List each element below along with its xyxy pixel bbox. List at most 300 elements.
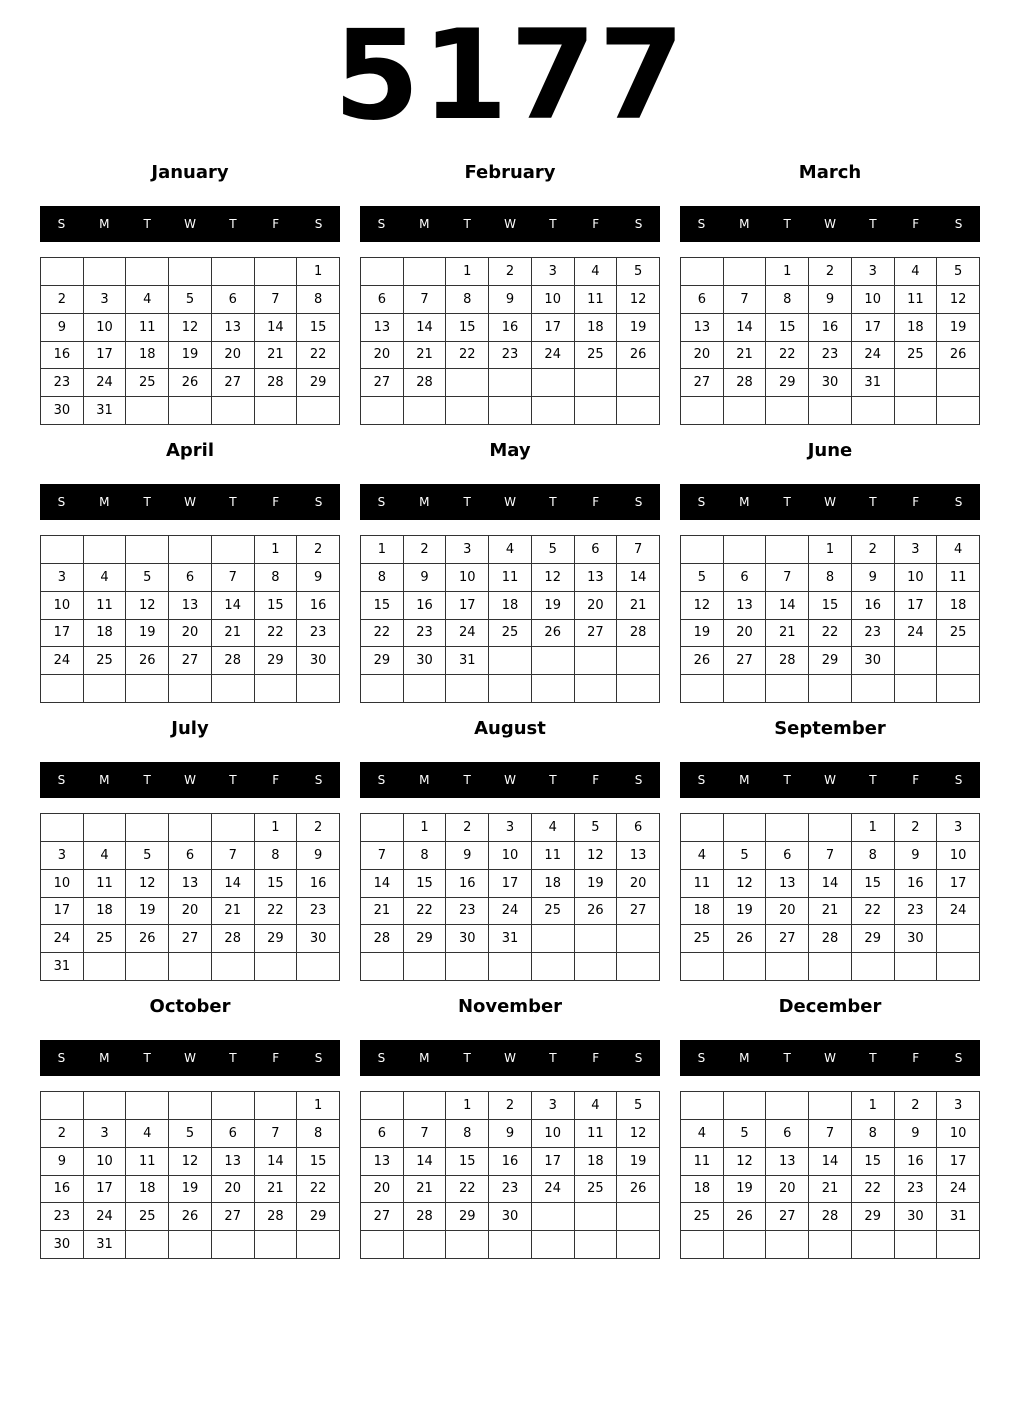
day-cell: 30 [297,925,340,953]
weekday-label: T [549,217,557,231]
day-cell: 16 [895,1148,938,1176]
day-cell: 22 [766,342,809,370]
weekday-label: T [869,495,877,509]
day-cell [404,1231,447,1259]
day-cell [575,675,618,703]
day-cell: 17 [84,1176,127,1204]
day-cell: 13 [212,1148,255,1176]
day-cell: 19 [724,898,767,926]
day-cell: 17 [41,898,84,926]
day-cell [766,1092,809,1120]
day-cell: 30 [404,647,447,675]
weekday-label: W [824,217,836,231]
day-cell: 15 [404,870,447,898]
day-cell: 28 [255,369,298,397]
day-cell: 8 [766,286,809,314]
weekday-label: F [592,1051,600,1065]
day-cell: 6 [361,286,404,314]
weekday-label: M [419,1051,430,1065]
weekday-label: S [314,1051,323,1065]
day-cell: 8 [446,1120,489,1148]
weekday-label: S [314,217,323,231]
day-cell: 5 [126,564,169,592]
day-cell: 17 [532,314,575,342]
weekday-label: T [463,217,471,231]
day-cell: 8 [852,1120,895,1148]
day-cell: 22 [297,1176,340,1204]
day-cell [169,258,212,286]
day-cell [41,258,84,286]
day-cell: 4 [126,1120,169,1148]
day-cell: 25 [489,620,532,648]
day-cell: 24 [41,925,84,953]
day-cell: 2 [297,814,340,842]
day-cell: 28 [255,1203,298,1231]
day-cell: 14 [404,314,447,342]
weekday-label: T [463,495,471,509]
day-cell [895,397,938,425]
day-cell [169,397,212,425]
weekday-label: M [419,495,430,509]
month-name: May [489,440,531,461]
day-cell [212,675,255,703]
day-cell: 27 [169,647,212,675]
day-cell [361,1092,404,1120]
day-cell: 9 [41,314,84,342]
day-cell: 1 [297,258,340,286]
day-cell [895,647,938,675]
day-cell: 19 [681,620,724,648]
day-cell: 23 [41,1203,84,1231]
day-cell: 10 [937,842,980,870]
day-cell: 23 [297,620,340,648]
weekday-label: F [272,495,280,509]
weekday-label: S [377,1051,386,1065]
day-cell: 24 [532,342,575,370]
weekday-label: T [783,1051,791,1065]
day-cell [255,1231,298,1259]
day-cell: 13 [575,564,618,592]
day-cell [255,953,298,981]
day-cell [532,925,575,953]
weekday-label: T [549,773,557,787]
day-cell: 10 [489,842,532,870]
day-cell [575,1231,618,1259]
day-cell: 18 [489,592,532,620]
day-cell [724,675,767,703]
day-cell: 1 [404,814,447,842]
weekday-label: T [143,217,151,231]
weekday-label: M [99,495,110,509]
month-name: June [807,440,853,461]
day-cell: 5 [169,286,212,314]
day-cell: 7 [617,536,660,564]
day-cell: 16 [895,870,938,898]
day-cell: 2 [489,1092,532,1120]
day-cell: 2 [297,536,340,564]
day-cell: 24 [446,620,489,648]
day-cell: 17 [446,592,489,620]
day-cell: 21 [361,898,404,926]
weekday-label: S [634,1051,643,1065]
day-cell: 30 [446,925,489,953]
day-cell: 30 [895,925,938,953]
weekday-label: M [419,773,430,787]
day-cell: 20 [169,898,212,926]
day-cell: 7 [255,286,298,314]
day-cell: 16 [404,592,447,620]
day-cell [766,536,809,564]
day-cell: 22 [361,620,404,648]
day-cell: 24 [41,647,84,675]
day-cell: 4 [937,536,980,564]
weekday-label: T [783,773,791,787]
weekday-label: T [463,773,471,787]
day-cell: 22 [852,898,895,926]
day-cell: 12 [617,1120,660,1148]
day-cell: 7 [809,842,852,870]
day-cell: 18 [937,592,980,620]
day-cell: 7 [212,564,255,592]
day-cell [809,1231,852,1259]
day-cell [937,397,980,425]
day-cell: 20 [361,1176,404,1204]
day-cell: 15 [852,1148,895,1176]
day-cell [84,814,127,842]
day-cell: 14 [809,1148,852,1176]
day-cell: 3 [937,814,980,842]
day-cell [852,953,895,981]
day-cell: 18 [532,870,575,898]
day-cell [532,647,575,675]
day-cell: 9 [852,564,895,592]
day-cell: 17 [852,314,895,342]
weekday-label: S [954,773,963,787]
month-name: January [151,162,229,183]
weekday-label: M [739,217,750,231]
day-cell: 28 [809,1203,852,1231]
day-cell: 2 [446,814,489,842]
day-cell: 17 [937,870,980,898]
day-cell: 1 [852,814,895,842]
day-cell [255,397,298,425]
day-cell: 6 [169,842,212,870]
day-cell [617,397,660,425]
day-cell: 10 [895,564,938,592]
day-cell [724,1092,767,1120]
day-cell: 6 [617,814,660,842]
weekday-label: S [57,1051,66,1065]
day-cell: 31 [84,397,127,425]
day-cell [895,675,938,703]
day-cell: 21 [212,898,255,926]
day-cell [169,536,212,564]
day-cell [809,397,852,425]
day-cell: 25 [84,925,127,953]
day-cell: 27 [575,620,618,648]
day-cell: 6 [575,536,618,564]
day-cell: 27 [766,1203,809,1231]
day-cell: 4 [681,842,724,870]
day-cell: 4 [126,286,169,314]
day-cell: 18 [681,1176,724,1204]
day-cell [361,397,404,425]
days-grid [360,535,660,703]
day-cell [126,536,169,564]
weekday-label: T [783,495,791,509]
day-cell: 8 [297,286,340,314]
weekday-label: S [377,495,386,509]
day-cell [489,1231,532,1259]
day-cell [895,1231,938,1259]
day-cell: 27 [724,647,767,675]
day-cell: 17 [84,342,127,370]
day-cell [126,1092,169,1120]
day-cell: 13 [212,314,255,342]
day-cell [575,953,618,981]
day-cell: 11 [84,870,127,898]
day-cell: 5 [532,536,575,564]
weekday-label: F [912,773,920,787]
day-cell: 1 [446,258,489,286]
weekday-label: W [504,1051,516,1065]
day-cell: 25 [126,369,169,397]
day-cell: 16 [41,1176,84,1204]
day-cell: 5 [724,1120,767,1148]
weekday-label: F [272,773,280,787]
day-cell: 9 [489,286,532,314]
day-cell: 9 [809,286,852,314]
day-cell [852,397,895,425]
day-cell: 14 [766,592,809,620]
day-cell: 11 [681,870,724,898]
day-cell: 3 [41,564,84,592]
day-cell [575,397,618,425]
weekday-label: T [143,1051,151,1065]
day-cell: 15 [809,592,852,620]
day-cell: 29 [297,1203,340,1231]
day-cell [681,814,724,842]
day-cell: 8 [255,842,298,870]
day-cell: 18 [575,1148,618,1176]
day-cell: 19 [169,342,212,370]
day-cell [681,397,724,425]
day-cell [361,814,404,842]
day-cell: 16 [297,592,340,620]
day-cell [575,647,618,675]
day-cell: 7 [361,842,404,870]
day-cell [212,397,255,425]
day-cell: 4 [895,258,938,286]
day-cell: 20 [617,870,660,898]
day-cell: 27 [361,369,404,397]
day-cell: 26 [126,647,169,675]
day-cell: 12 [126,870,169,898]
day-cell: 14 [617,564,660,592]
day-cell: 15 [297,1148,340,1176]
day-cell [617,1231,660,1259]
day-cell: 22 [446,342,489,370]
day-cell [41,1092,84,1120]
day-cell: 29 [297,369,340,397]
day-cell: 31 [852,369,895,397]
day-cell: 14 [255,314,298,342]
day-cell: 15 [297,314,340,342]
weekday-label: T [229,773,237,787]
day-cell: 26 [617,1176,660,1204]
day-cell: 30 [809,369,852,397]
days-grid [40,257,340,425]
day-cell: 6 [724,564,767,592]
day-cell [297,953,340,981]
day-cell: 6 [766,1120,809,1148]
weekday-label: S [377,217,386,231]
day-cell: 5 [126,842,169,870]
day-cell: 3 [532,258,575,286]
day-cell: 22 [297,342,340,370]
day-cell [404,675,447,703]
weekday-label: W [504,495,516,509]
day-cell: 4 [575,1092,618,1120]
day-cell: 28 [617,620,660,648]
day-cell: 25 [532,898,575,926]
day-cell: 15 [766,314,809,342]
day-cell [84,675,127,703]
day-cell: 11 [575,286,618,314]
day-cell: 6 [212,1120,255,1148]
day-cell [446,675,489,703]
day-cell: 27 [212,369,255,397]
day-cell [937,647,980,675]
day-cell: 1 [255,814,298,842]
month-name: October [149,996,231,1017]
day-cell: 3 [489,814,532,842]
weekday-label: M [739,495,750,509]
weekday-label: M [99,217,110,231]
weekday-label: F [272,1051,280,1065]
day-cell: 19 [617,314,660,342]
day-cell: 11 [126,314,169,342]
day-cell [446,397,489,425]
day-cell [84,258,127,286]
day-cell: 25 [895,342,938,370]
day-cell: 21 [404,1176,447,1204]
weekday-label: S [57,773,66,787]
day-cell: 7 [766,564,809,592]
day-cell: 25 [937,620,980,648]
day-cell: 1 [766,258,809,286]
day-cell [532,397,575,425]
day-cell: 12 [126,592,169,620]
day-cell: 5 [724,842,767,870]
day-cell: 31 [937,1203,980,1231]
day-cell: 16 [852,592,895,620]
day-cell: 20 [766,1176,809,1204]
weekday-header [680,1040,980,1076]
day-cell: 25 [681,1203,724,1231]
day-cell: 17 [532,1148,575,1176]
day-cell: 7 [212,842,255,870]
weekday-label: T [869,217,877,231]
day-cell: 26 [681,647,724,675]
day-cell: 21 [809,1176,852,1204]
day-cell: 25 [575,342,618,370]
weekday-header [40,1040,340,1076]
day-cell: 12 [532,564,575,592]
day-cell: 18 [84,898,127,926]
day-cell: 31 [446,647,489,675]
day-cell [446,1231,489,1259]
weekday-header [680,206,980,242]
day-cell [724,953,767,981]
days-grid [680,257,980,425]
day-cell: 27 [766,925,809,953]
day-cell: 13 [766,870,809,898]
day-cell [212,814,255,842]
day-cell: 26 [126,925,169,953]
day-cell: 5 [681,564,724,592]
days-grid [680,535,980,703]
day-cell [895,953,938,981]
day-cell: 1 [361,536,404,564]
day-cell: 3 [532,1092,575,1120]
weekday-label: M [99,1051,110,1065]
weekday-label: F [592,495,600,509]
day-cell [766,814,809,842]
day-cell [766,675,809,703]
days-grid [680,813,980,981]
weekday-label: T [869,1051,877,1065]
day-cell: 22 [255,620,298,648]
day-cell: 28 [361,925,404,953]
day-cell [532,1231,575,1259]
day-cell: 21 [809,898,852,926]
day-cell [575,369,618,397]
day-cell [212,258,255,286]
day-cell: 10 [84,1148,127,1176]
day-cell: 21 [255,1176,298,1204]
day-cell: 13 [724,592,767,620]
day-cell: 11 [532,842,575,870]
day-cell: 30 [489,1203,532,1231]
day-cell [169,1092,212,1120]
weekday-label: F [912,495,920,509]
day-cell: 29 [446,1203,489,1231]
day-cell: 16 [489,314,532,342]
weekday-label: T [143,773,151,787]
weekday-label: W [184,1051,196,1065]
day-cell: 28 [404,369,447,397]
day-cell [724,397,767,425]
day-cell [126,675,169,703]
day-cell: 26 [724,925,767,953]
day-cell: 28 [766,647,809,675]
day-cell [126,1231,169,1259]
day-cell: 24 [532,1176,575,1204]
day-cell [895,369,938,397]
day-cell: 7 [255,1120,298,1148]
day-cell: 14 [724,314,767,342]
weekday-label: S [377,773,386,787]
day-cell [212,953,255,981]
day-cell [937,925,980,953]
day-cell [169,814,212,842]
day-cell: 8 [852,842,895,870]
weekday-header [680,484,980,520]
day-cell [404,1092,447,1120]
day-cell: 14 [404,1148,447,1176]
day-cell: 3 [446,536,489,564]
